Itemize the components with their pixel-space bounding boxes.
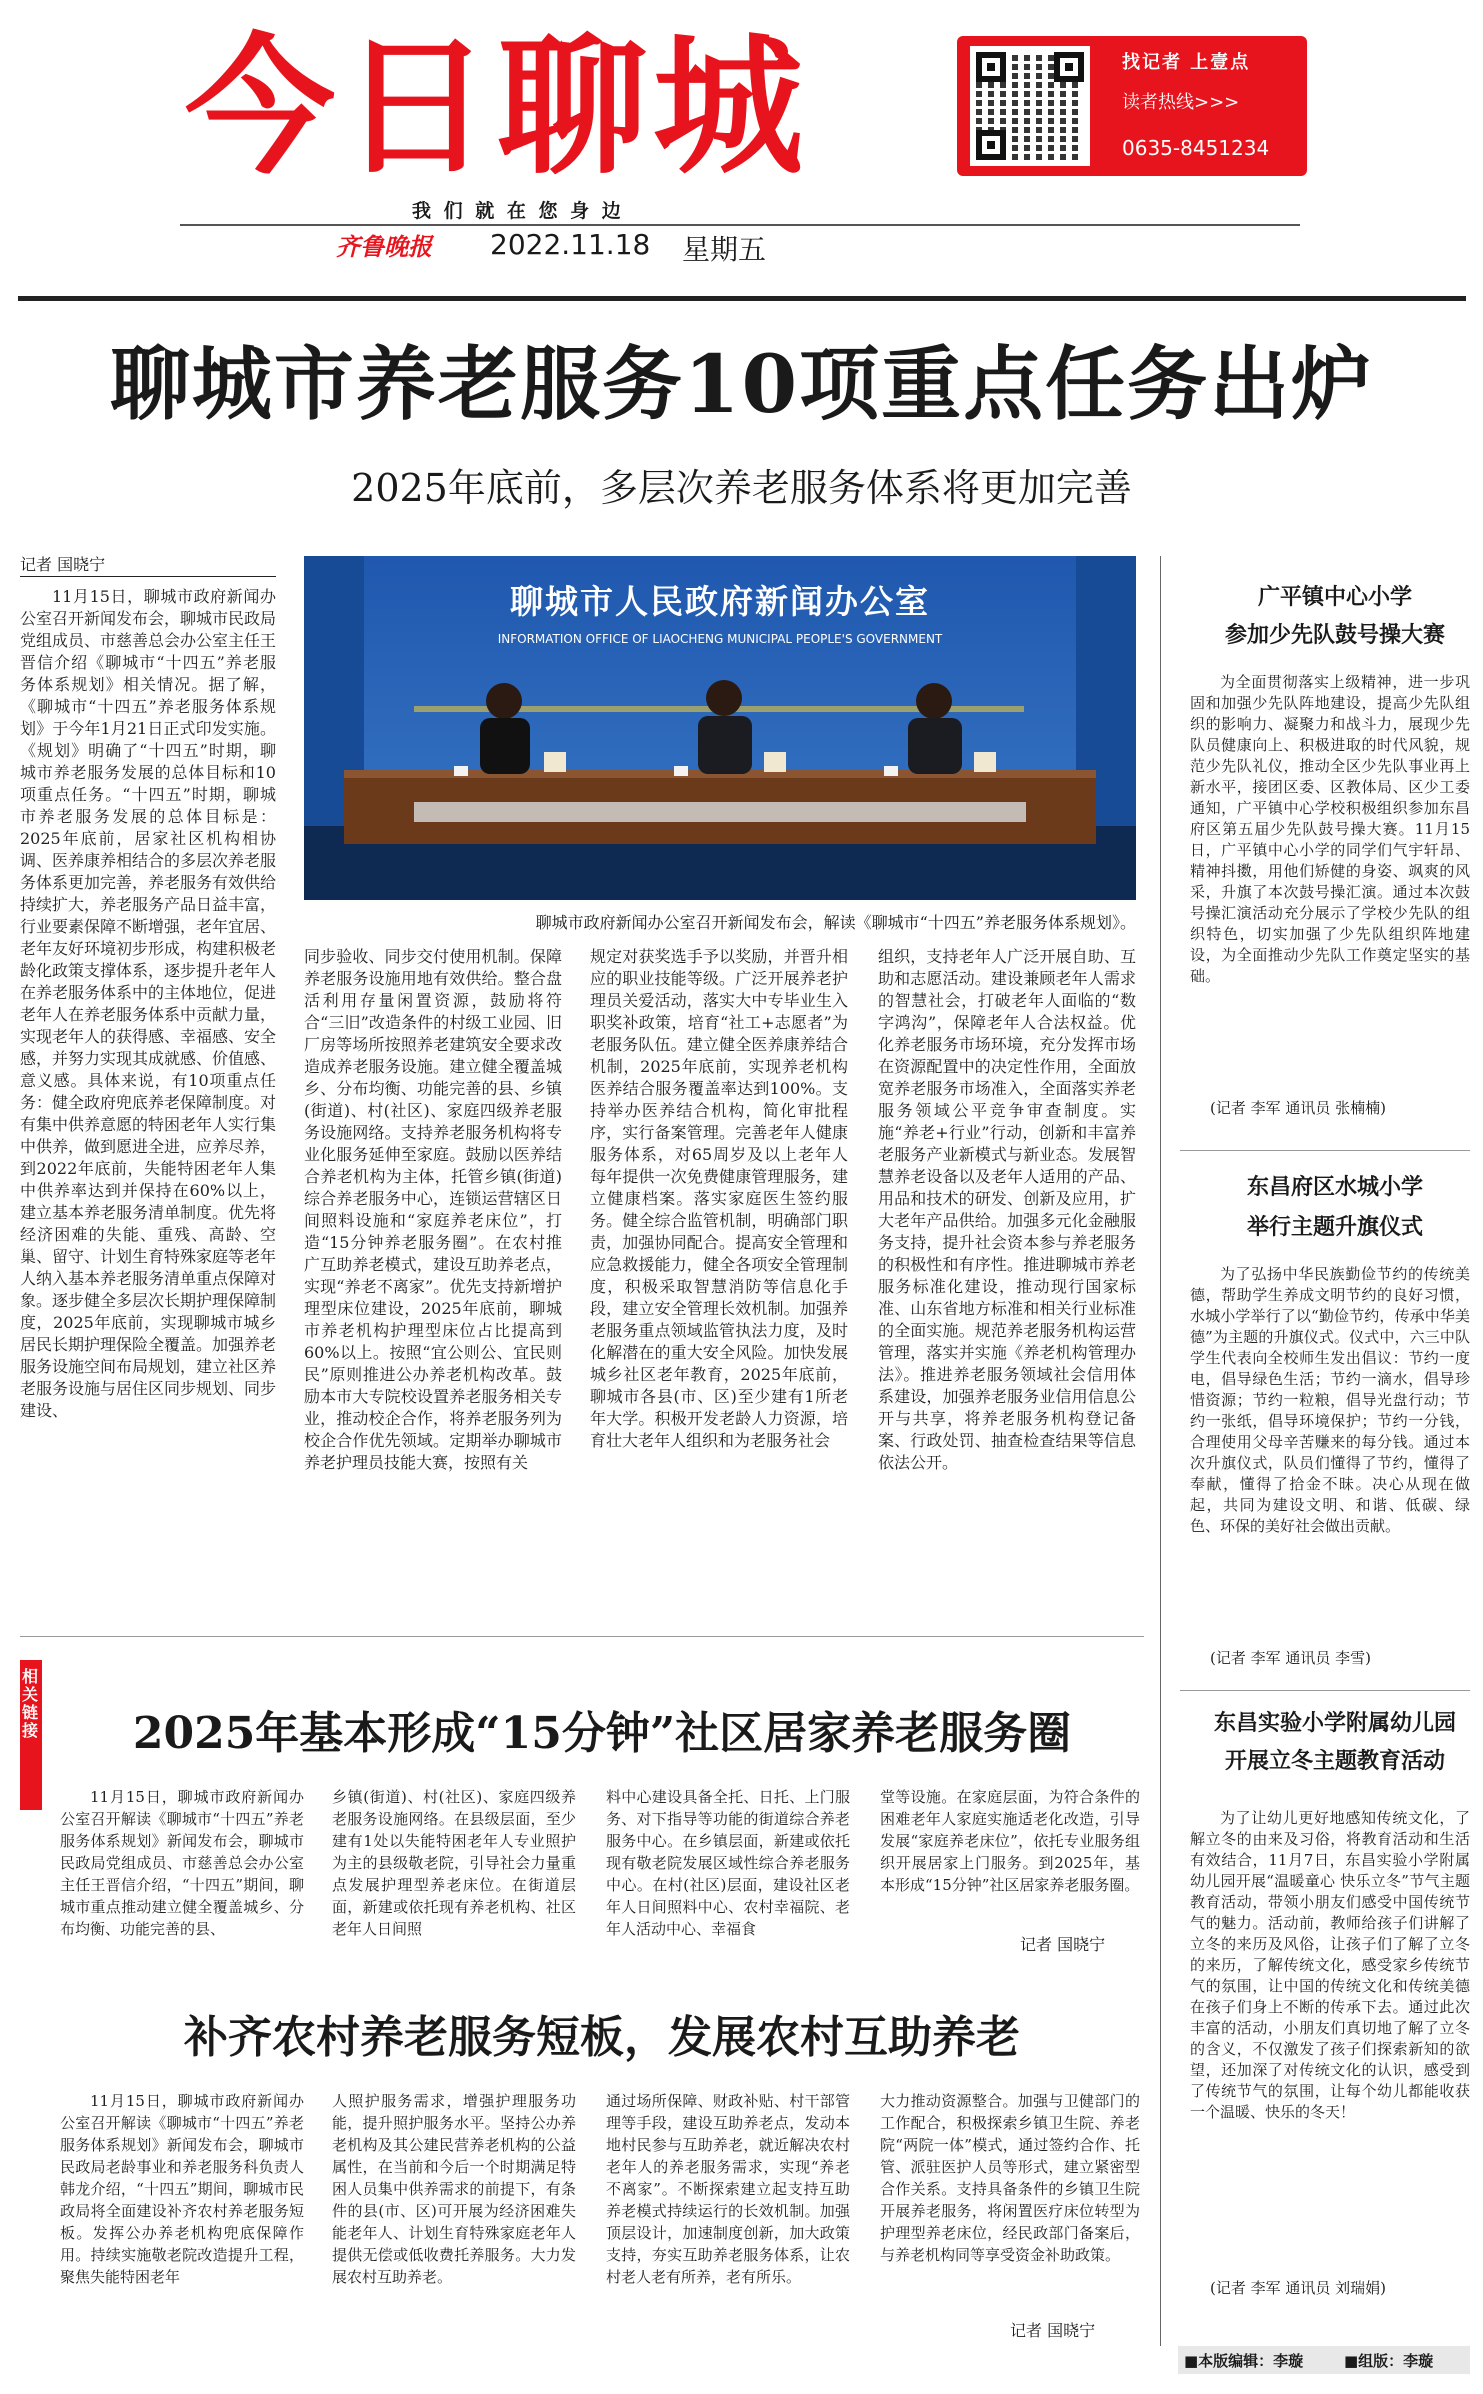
masthead-bottom-rule — [18, 296, 1466, 301]
related1-col-3: 料中心建设具备全托、日托、上门服务、对下指导等功能的街道综合养老服务中心。在乡镇层面，新建或依托现有敬老院发展区域性综合养老服务中心。在村(社区)层面，建设社区老年人日间照料中心、农村幸福院、老年人活动中心、幸福食 — [606, 1788, 850, 1938]
related1-col-4: 堂等设施。在家庭层面，为符合条件的困难老年人家庭实施适老化改造，引导发展“家庭养老床位”，依托专业服务组织开展居家上门服务。到2025年，基本形成“15分钟”社区居家养老服务圈。 — [880, 1788, 1140, 1894]
footer-layout: ■组版：李璇 — [1344, 2352, 1434, 2370]
sidebar-story-1-title-2: 参加少先队鼓号操大赛 — [1224, 622, 1445, 648]
issue-date: 2022.11.18 — [490, 228, 651, 261]
masthead-rule — [180, 224, 1300, 226]
byline-rule — [20, 576, 276, 577]
photo-caption: 聊城市政府新闻办公室召开新闻发布会，解读《聊城市“十四五”养老服务体系规划》。 — [535, 913, 1136, 932]
related2-col-1: 11月15日，聊城市政府新闻办公室召开解读《聊城市“十四五”养老服务体系规划》新闻发布会，聊城市民政局老龄事业和养老服务科负责人韩龙介绍，“十四五”期间，聊城市民政局将全面建设补齐农村养老服务短板。发挥公办养老机构兜底保障作用。持续实施敬老院改造提升工程，聚焦失能特困老年 — [60, 2092, 304, 2286]
related1-col-1: 11月15日，聊城市政府新闻办公室召开解读《聊城市“十四五”养老服务体系规划》新闻发布会，聊城市民政局党组成员、市慈善总会办公室主任王晋信介绍，“十四五”期间，聊城市重点推动建立健全覆盖城乡、分布均衡、功能完善的县、 — [60, 1788, 304, 1938]
main-col-2: 同步验收、同步交付使用机制。保障养老服务设施用地有效供给。整合盘活利用存量闲置资源，鼓励将符合“三旧”改造条件的村级工业园、旧厂房等场所按照养老建筑安全要求改造成养老服务设施。建立健全覆盖城乡、分布均衡、功能完善的县、乡镇(街道)、村(社区)、家庭四级养老服务设施网络。支持养老服务机构将专业化服务延伸至家庭。鼓励以医养结合养老机构为主体，托管乡镇(街道)综合养老服务中心，连锁运营辖区日间照料设施和“家庭养老床位”，打造“15分钟养老服务圈”。在农村推广互助养老模式，建设互助养老点，实现“养老不离家”。优先支持新增护理型床位建设，2025年底前，聊城市养老机构护理型床位占比提高到60%以上。按照“宜公则公、宜民则民”原则推进公办养老机构改革。鼓励本市大专院校设置养老服务相关专业，推动校企合作，将养老服务列为校企合作优先领域。定期举办聊城市养老护理员技能大赛，按照有关 — [304, 947, 562, 1472]
main-subheadline: 2025年底前，多层次养老服务体系将更加完善 — [351, 466, 1132, 510]
hotline-sub: 读者热线>>> — [1122, 92, 1240, 113]
footer-editor: ■本版编辑：李璇 — [1184, 2352, 1304, 2370]
masthead-title: 今日聊城 — [185, 21, 810, 195]
related2-byline: 记者 国晓宁 — [1010, 2321, 1096, 2340]
press-conference-photo — [304, 556, 1136, 900]
issue-weekday: 星期五 — [682, 233, 767, 266]
sidebar-story-1-title-1: 广平镇中心小学 — [1257, 584, 1412, 610]
sidebar-story-2-title-2: 举行主题升旗仪式 — [1246, 1214, 1423, 1240]
qr-code-icon[interactable] — [970, 46, 1090, 166]
sidebar-divider — [1160, 556, 1161, 2346]
main-col-3: 规定对获奖选手予以奖励，并晋升相应的职业技能等级。广泛开展养老护理员关爱活动，落实大中专毕业生入职奖补政策，培育“社工+志愿者”为老服务队伍。建立健全医养康养结合机制，2025年底前，实现养老机构医养结合服务覆盖率达到100%。支持举办医养结合机构，简化审批程序，实行备案管理。完善老年人健康服务体系，对65周岁及以上老年人每年提供一次免费健康管理服务，建立健康档案。落实家庭医生签约服务。健全综合监管机制，明确部门职责，加强协同配合。提高安全管理和应急救援能力，健全各项安全管理制度，积极采取智慧消防等信息化手段，建立安全管理长效机制。加强养老服务重点领域监管执法力度，及时化解潜在的重大安全风险。加快发展城乡社区老年教育，2025年底前，聊城市各县(市、区)至少建有1所老年大学。积极开发老龄人力资源，培育壮大老年人组织和为老服务社会 — [590, 947, 848, 1450]
related2-col-3: 通过场所保障、财政补贴、村干部管理等手段，建设互助养老点，发动本地村民参与互助养老，就近解决农村老年人的养老服务需求，实现“养老不离家”。不断探索建立起支持互助养老模式持续运行的长效机制。加强顶层设计，加速制度创新，加大政策支持，夯实互助养老服务体系，让农村老人老有所养，老有所乐。 — [606, 2092, 850, 2286]
related-headline-2: 补齐农村养老服务短板，发展农村互助养老 — [184, 2012, 1020, 2063]
main-col-1: 11月15日，聊城市政府新闻办公室召开新闻发布会，聊城市民政局党组成员、市慈善总会办公室主任王晋信介绍《聊城市“十四五”养老服务体系规划》相关情况。据了解，《聊城市“十四五”养老服务体系规划》于今年1月21日正式印发实施。《规划》明确了“十四五”时期，聊城市养老服务发展的总体目标和10项重点任务。“十四五”时期，聊城市养老服务发展的总体目标是：2025年底前，居家社区机构相协调、医养康养相结合的多层次养老服务体系更加完善，养老服务有效供给持续扩大，养老服务产品日益丰富，行业要素保障不断增强，老年宜居、老年友好环境初步形成，构建积极老龄化政策支撑体系，逐步提升老年人在养老服务体系中的主体地位，促进老年人在养老服务体系中贡献力量，实现老年人的获得感、幸福感、安全感，并努力实现其成就感、价值感、意义感。具体来说，有10项重点任务：健全政府兜底养老保障制度。对有集中供养意愿的特困老年人实行集中供养，做到愿进全进，应养尽养，到2022年底前，失能特困老年人集中供养率达到并保持在60%以上，建立基本养老服务清单制度。优先将经济困难的失能、重残、高龄、空巢、留守、计划生育特殊家庭等老年人纳入基本养老服务清单重点保障对象。逐步健全多层次长期护理保障制度，2025年底前，实现聊城市城乡居民长期护理保险全覆盖。加强养老服务设施空间布局规划，建立社区养老服务设施与居住区同步规划、同步建设、 — [20, 587, 276, 1420]
sidebar-story-3-title-1: 东昌实验小学附属幼儿园 — [1213, 1710, 1456, 1736]
brand-logo: 齐鲁晚报 — [336, 232, 432, 261]
hotline-label: 找记者 上壹点 — [1122, 52, 1251, 73]
sidebar-story-3-byline: (记者 李军 通讯员 刘瑞娟) — [1210, 2279, 1387, 2297]
related-label: 相关链接 — [22, 1667, 39, 1740]
main-headline: 聊城市养老服务10项重点任务出炉 — [109, 337, 1374, 431]
sidebar-story-2-body: 为了弘扬中华民族勤俭节约的传统美德，帮助学生养成文明节约的良好习惯，水城小学举行了以“勤俭节约，传承中华美德”为主题的升旗仪式。仪式中，六三中队学生代表向全校师生发出倡议：节约一度电，倡导绿色生活；节约一滴水，倡导珍惜资源；节约一粒粮，倡导光盘行动；节约一张纸，倡导环境保护；节约一分钱，合理使用父母辛苦赚来的每分钱。通过本次升旗仪式，队员们懂得了节约，懂得了奉献，懂得了拾金不昧。决心从现在做起，共同为建设文明、和谐、低碳、绿色、环保的美好社会做出贡献。 — [1190, 1265, 1470, 1535]
related2-col-2: 人照护服务需求，增强护理服务功能，提升照护服务水平。坚持公办养老机构及其公建民营养老机构的公益属性，在当前和今后一个时期满足特困人员集中供养需求的前提下，有条件的县(市、区)可开展为经济困难失能老年人、计划生育特殊家庭老年人提供无偿或低收费托养服务。大力发展农村互助养老。 — [332, 2092, 576, 2286]
sidebar-story-2-title-1: 东昌府区水城小学 — [1246, 1174, 1423, 1200]
main-byline: 记者 国晓宁 — [20, 555, 106, 574]
sidebar-rule-1 — [1180, 1150, 1470, 1151]
related-top-rule — [20, 1636, 1144, 1637]
sidebar-story-1-body: 为全面贯彻落实上级精神，进一步巩固和加强少先队阵地建设，提高少先队组织的影响力、凝聚力和战斗力，展现少先队员健康向上、积极进取的时代风貌，规范少先队礼仪，推动全区少先队事业再上新水平，接团区委、区教体局、区少工委通知，广平镇中心学校积极组织参加东昌府区第五届少先队鼓号操大赛。11月15日，广平镇中心小学的同学们气宇轩昂、精神抖擞，用他们矫健的身姿、飒爽的风采，升旗了本次鼓号操汇演。通过本次鼓号操汇演活动充分展示了学校少先队的组织特色，切实加强了少先队组织阵地建设，为全面推动少先队工作奠定坚实的基础。 — [1190, 673, 1470, 985]
main-col-4: 组织，支持老年人广泛开展自助、互助和志愿活动。建设兼顾老年人需求的智慧社会，打破老年人面临的“数字鸿沟”，保障老年人合法权益。优化养老服务市场环境，充分发挥市场在资源配置中的决定性作用，全面放宽养老服务市场准入，全面落实养老服务领域公平竞争审查制度。实施“养老+行业”行动，创新和丰富养老服务产业新模式与新业态。发展智慧养老设备以及老年人适用的产品、用品和技术的研发、创新及应用，扩大老年产品供给。加强多元化金融服务支持，提升社会资本参与养老服务的积极性和有序性。推进聊城市养老服务标准化建设，推动现行国家标准、山东省地方标准和相关行业标准的全面实施。规范养老服务机构运营管理，落实并实施《养老机构管理办法》。推进养老服务领域社会信用体系建设，加强养老服务业信用信息公开与共享，将养老服务机构登记备案、行政处罚、抽查检查结果等信息依法公开。 — [878, 947, 1136, 1472]
sidebar-story-2-byline: (记者 李军 通讯员 李雪) — [1210, 1649, 1372, 1667]
sidebar-story-1-byline: (记者 李军 通讯员 张楠楠) — [1210, 1099, 1387, 1117]
related1-col-2: 乡镇(街道)、村(社区)、家庭四级养老服务设施网络。在县级层面，至少建有1处以失能特困老年人专业照护为主的县级敬老院，引导社会力量重点发展护理型养老床位。在街道层面，新建或依托现有养老机构、社区老年人日间照 — [332, 1788, 576, 1938]
related1-byline: 记者 国晓宁 — [1020, 1935, 1106, 1954]
photo-banner-cn: 聊城市人民政府新闻办公室 — [510, 582, 930, 621]
sidebar-story-3-body: 为了让幼儿更好地感知传统文化，了解立冬的由来及习俗，将教育活动和生活有效结合，11月7日，东昌实验小学附属幼儿园开展“温暖童心 快乐立冬”节气主题教育活动，带领小朋友们感受中国传统节气的魅力。活动前，教师给孩子们讲解了立冬的来历及风俗，让孩子们了解了立冬的来历，了解传统文化，感受家乡传统节气的氛围，让中国的传统文化和传统美德在孩子们身上不断的传承下去。通过此次丰富的活动，小朋友们真切地了解了立冬的含义，不仅激发了孩子们探索新知的欲望，还加深了对传统文化的认识，感受到了传统节气的氛围，让每个幼儿都能收获一个温暖、快乐的冬天！ — [1190, 1809, 1470, 2121]
sidebar-story-3-title-2: 开展立冬主题教育活动 — [1224, 1748, 1445, 1774]
sidebar-rule-2 — [1180, 1690, 1470, 1691]
photo-banner-en: INFORMATION OFFICE OF LIAOCHENG MUNICIPAL PEOPLE'S GOVERNMENT — [497, 632, 943, 646]
related-headline-1: 2025年基本形成“15分钟”社区居家养老服务圈 — [132, 1708, 1072, 1759]
related2-col-4: 大力推动资源整合。加强与卫健部门的工作配合，积极探索乡镇卫生院、养老院“两院一体”模式，通过签约合作、托管、派驻医护人员等形式，建立紧密型合作关系。支持具备条件的乡镇卫生院开展养老服务，将闲置医疗床位转型为护理型养老床位，经民政部门备案后，与养老机构同等享受资金补助政策。 — [880, 2092, 1140, 2264]
masthead-slogan: 我 们 就 在 您 身 边 — [412, 200, 624, 222]
hotline-number: 0635-8451234 — [1122, 136, 1270, 160]
